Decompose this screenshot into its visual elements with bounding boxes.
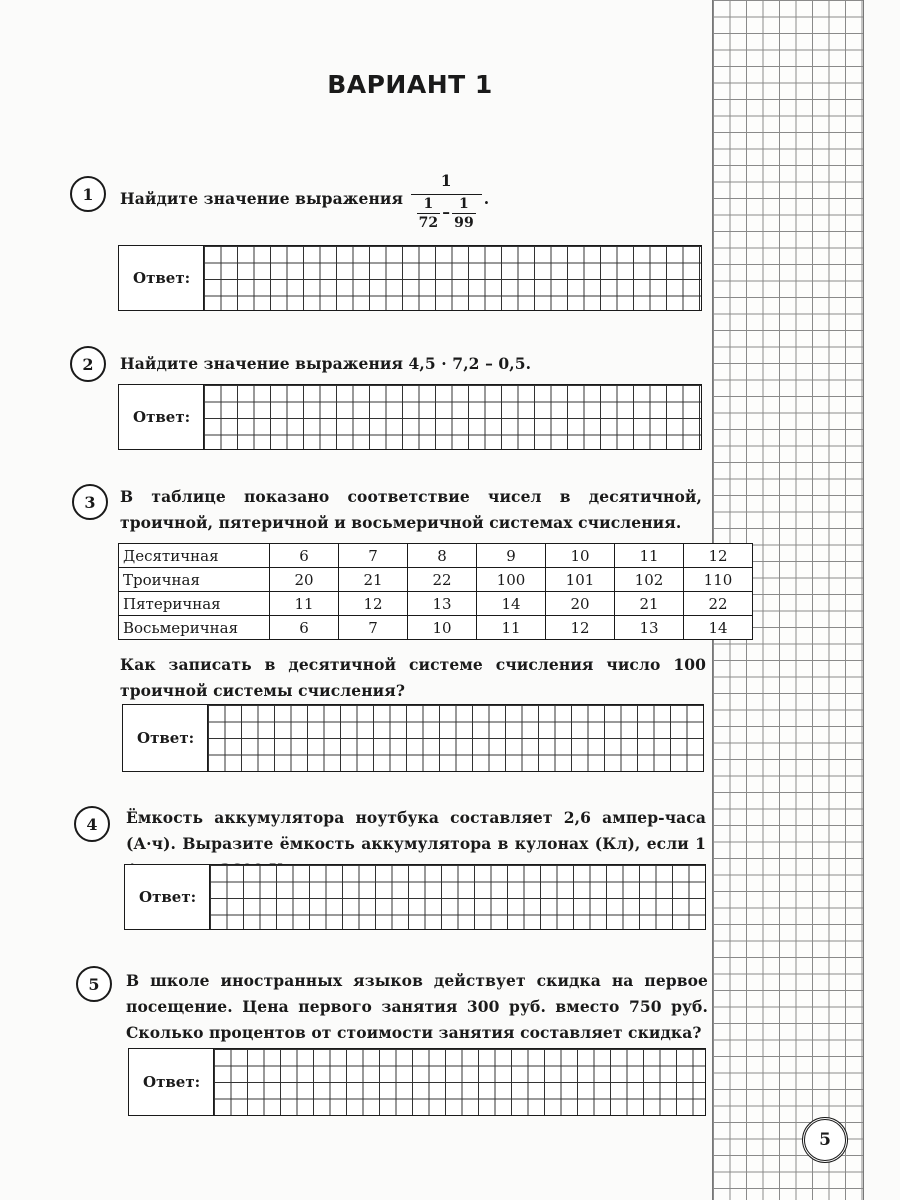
table-cell: 100 [477,568,546,592]
table-row-label: Троичная [119,568,270,592]
table-cell: 13 [615,616,684,640]
answer-box-4[interactable] [124,864,706,930]
minus-sign: – [442,202,451,222]
answer-box-5[interactable] [128,1048,706,1116]
table-cell: 22 [684,592,753,616]
inner-numerator-a: 1 [423,196,434,212]
outer-fraction [411,168,482,232]
answer-box-1[interactable] [118,245,702,311]
table-cell: 21 [339,568,408,592]
table-row-label: Пятеричная [119,592,270,616]
table-row [119,592,753,616]
inner-fraction-b [452,195,476,232]
answer-cells-5[interactable] [213,1049,705,1115]
task-2-text: Найдите значение выражения 4,5 · 7,2 – 0,5. [120,354,532,373]
table-row [119,616,753,640]
task-3-text: В таблице показано соответствие чисел в десятичной, троичной, пятеричной и восьмеричной системах счисления. [120,487,702,532]
task-1-prompt: Найдите значение выражения [120,189,404,208]
answer-label: Ответ: [139,888,197,906]
table-cell: 11 [270,592,339,616]
table-cell: 6 [270,544,339,568]
table-row-label: Восьмеричная [119,616,270,640]
answer-cells-1[interactable] [203,246,701,310]
table-row [119,568,753,592]
task-1-text [120,168,700,232]
table-cell: 9 [477,544,546,568]
answer-cells-3[interactable] [207,705,703,771]
answer-label: Ответ: [137,729,195,747]
answer-label: Ответ: [143,1073,201,1091]
task-number-5: 5 [76,966,112,1002]
task-number-4: 4 [74,806,110,842]
task-1-period: . [483,189,490,208]
table-cell: 7 [339,616,408,640]
answer-label: Ответ: [133,269,191,287]
answer-box-3[interactable] [122,704,704,772]
task-number-3: 3 [72,484,108,520]
table-cell: 22 [408,568,477,592]
table-cell: 101 [546,568,615,592]
table-cell: 8 [408,544,477,568]
task-4-text: Ёмкость аккумулятора ноутбука составляет 2,6 ампер-часа (А·ч). Выразите ёмкость аккумулятора в кулонах (Кл), если 1 [126,808,706,853]
table-cell: 12 [339,592,408,616]
outer-numerator: 1 [440,171,452,190]
number-systems-table-body [119,544,753,640]
table-row-label: Десятичная [119,544,270,568]
table-row [119,544,753,568]
answer-cells-4[interactable] [209,865,705,929]
table-cell: 20 [270,568,339,592]
table-cell: 12 [684,544,753,568]
inner-numerator-b: 1 [459,196,469,212]
table-cell: 14 [477,592,546,616]
table-cell: 10 [546,544,615,568]
outer-denominator [411,194,482,232]
table-cell: 6 [270,616,339,640]
task-5-text: В школе иностранных языков действует скидка на первое посещение. Цена первого занятия 300 руб. вместо 750 руб. Сколько процентов от стоимости занятия составляет скидка? [126,971,708,1042]
inner-denominator-a: 72 [418,215,439,231]
table-cell: 11 [615,544,684,568]
answer-box-2[interactable] [118,384,702,450]
inner-fraction-a [417,195,441,232]
page-number-badge: 5 [802,1117,848,1163]
table-cell: 14 [684,616,753,640]
table-cell: 110 [684,568,753,592]
table-cell: 12 [546,616,615,640]
task-number-1: 1 [70,176,106,212]
task-number-2: 2 [70,346,106,382]
number-systems-table [118,543,753,640]
answer-cells-2[interactable] [203,385,701,449]
table-cell: 11 [477,616,546,640]
table-cell: 10 [408,616,477,640]
page-title: ВАРИАНТ 1 [327,70,493,99]
table-cell: 20 [546,592,615,616]
table-cell: 7 [339,544,408,568]
table-cell: 102 [615,568,684,592]
table-cell: 13 [408,592,477,616]
table-cell: 21 [615,592,684,616]
inner-denominator-b: 99 [454,215,474,231]
answer-label: Ответ: [133,408,191,426]
task-3-question: Как записать в десятичной системе счисления число 100 троичной системы счисления? [120,655,706,700]
